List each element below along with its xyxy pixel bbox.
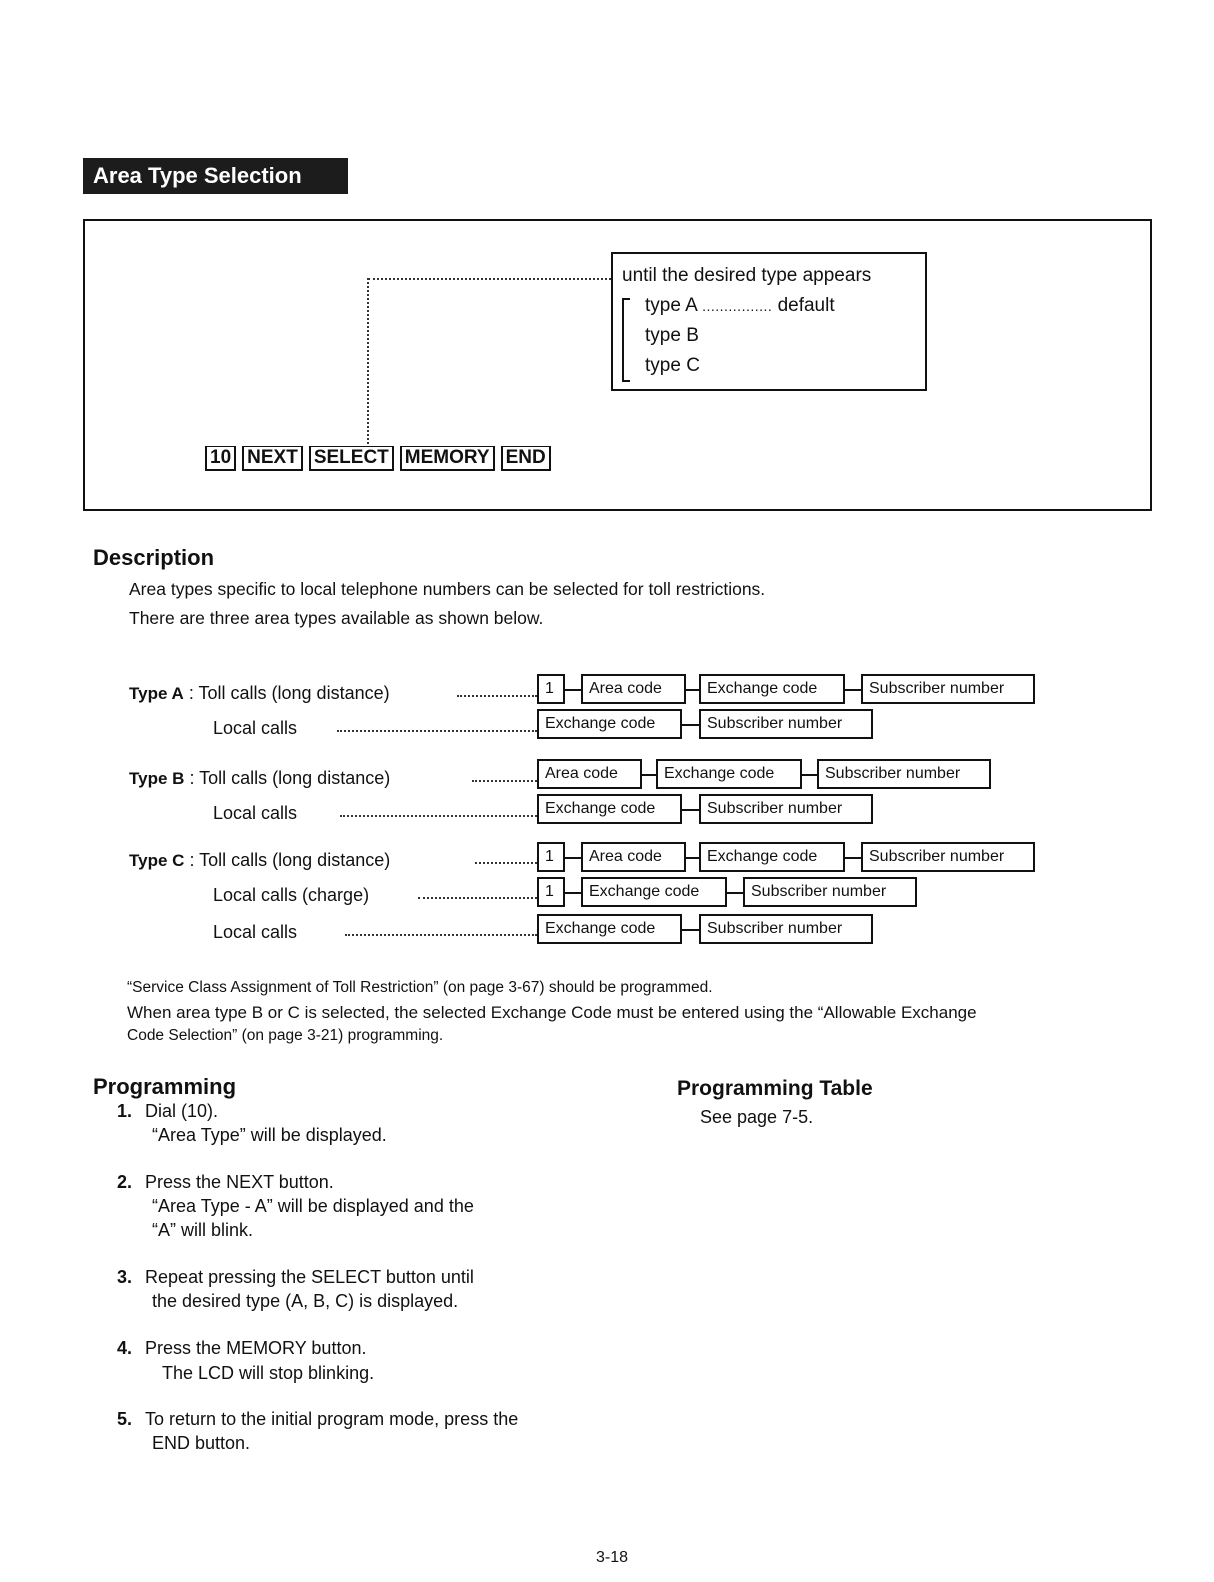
key-select: SELECT: [309, 446, 394, 471]
connector: [802, 774, 817, 776]
cell-exchange-code: Exchange code: [699, 842, 845, 872]
connector: [727, 892, 743, 894]
programming-table-heading: Programming Table: [677, 1077, 873, 1100]
cell-exchange-code: Exchange code: [581, 877, 727, 907]
cell-one: 1: [537, 877, 565, 907]
selection-box: [611, 252, 927, 391]
connector: [565, 892, 581, 894]
step-number: 4.: [117, 1338, 133, 1358]
step-1-detail: “Area Type” will be displayed.: [152, 1125, 387, 1145]
key-next: NEXT: [242, 446, 303, 471]
leader-b-local: [340, 815, 537, 817]
type-a-option: [645, 295, 835, 317]
type-b-option: type B: [645, 325, 699, 346]
type-a-default: default: [777, 295, 835, 316]
dotted-connector-horizontal: [368, 278, 611, 280]
type-c-toll-text: Toll calls (long distance): [199, 850, 391, 870]
cell-subscriber-number: Subscriber number: [699, 794, 873, 824]
step-text: To return to the initial program mode, press the: [145, 1409, 519, 1429]
type-b-colon: :: [189, 768, 195, 788]
note-line-2: When area type B or C is selected, the selected Exchange Code must be entered using the “Allowable Exchange: [127, 1003, 977, 1022]
step-text: Press the MEMORY button.: [145, 1338, 367, 1358]
selection-bracket: [622, 298, 630, 382]
key-memory: MEMORY: [400, 446, 495, 471]
cell-area-code: Area code: [581, 842, 686, 872]
step-3: [117, 1267, 474, 1288]
cell-one: 1: [537, 842, 565, 872]
cell-subscriber-number: Subscriber number: [699, 709, 873, 739]
step-5: [117, 1409, 518, 1430]
cell-subscriber-number: Subscriber number: [699, 914, 873, 944]
type-c-option: type C: [645, 355, 700, 376]
step-number: 2.: [117, 1172, 133, 1192]
connector: [686, 857, 699, 859]
type-b-local-label: Local calls: [213, 803, 298, 823]
note-line-1: “Service Class Assignment of Toll Restriction” (on page 3-67) should be programmed.: [127, 979, 713, 996]
connector: [682, 929, 699, 931]
cell-exchange-code: Exchange code: [537, 794, 682, 824]
type-c-local-charge-label: Local calls (charge): [213, 885, 370, 905]
type-a-name: Type A: [129, 684, 184, 703]
type-a-toll-label: [129, 683, 390, 704]
type-c-toll-label: [129, 850, 390, 871]
step-4: [117, 1338, 366, 1359]
programming-heading: Programming: [93, 1074, 237, 1099]
description-line-2: There are three area types available as shown below.: [129, 608, 544, 628]
step-4-detail: The LCD will stop blinking.: [162, 1363, 375, 1383]
cell-exchange-code: Exchange code: [537, 709, 682, 739]
connector: [682, 809, 699, 811]
note-line-3: Code Selection” (on page 3-21) programming.: [127, 1027, 444, 1044]
step-text: Press the NEXT button.: [145, 1172, 334, 1192]
cell-exchange-code: Exchange code: [537, 914, 682, 944]
step-5-detail: END button.: [152, 1433, 251, 1453]
key-end: END: [501, 446, 551, 471]
cell-subscriber-number: Subscriber number: [861, 674, 1035, 704]
step-text: Repeat pressing the SELECT button until: [145, 1267, 474, 1287]
type-c-name: Type C: [129, 851, 185, 870]
type-a-dots: ................: [702, 298, 773, 314]
cell-one: 1: [537, 674, 565, 704]
programming-table-text: See page 7-5.: [700, 1107, 814, 1127]
leader-c-toll: [475, 862, 537, 864]
leader-b-toll: [472, 780, 537, 782]
step-text: Dial (10).: [145, 1101, 219, 1121]
step-number: 3.: [117, 1267, 133, 1287]
connector: [682, 724, 699, 726]
step-2: [117, 1172, 334, 1193]
key-sequence: [205, 446, 557, 471]
connector: [686, 689, 699, 691]
type-a-label: type A: [645, 295, 697, 316]
cell-area-code: Area code: [581, 674, 686, 704]
connector: [845, 857, 861, 859]
cell-subscriber-number: Subscriber number: [817, 759, 991, 789]
cell-exchange-code: Exchange code: [656, 759, 802, 789]
description-heading: Description: [93, 545, 215, 570]
type-c-colon: :: [189, 850, 195, 870]
connector: [642, 774, 656, 776]
page-number: 3-18: [596, 1549, 629, 1566]
step-1: [117, 1101, 218, 1122]
step-number: 1.: [117, 1101, 133, 1121]
leader-a-toll: [457, 695, 537, 697]
description-line-1: Area types specific to local telephone numbers can be selected for toll restrictions.: [129, 579, 766, 599]
selection-prompt: until the desired type appears: [622, 265, 872, 286]
type-c-local-label: Local calls: [213, 922, 298, 942]
leader-c-local-charge: [418, 897, 537, 899]
cell-area-code: Area code: [537, 759, 642, 789]
type-b-name: Type B: [129, 769, 185, 788]
cell-subscriber-number: Subscriber number: [861, 842, 1035, 872]
connector: [565, 857, 581, 859]
leader-a-local: [337, 730, 537, 732]
key-10: 10: [205, 446, 236, 471]
leader-c-local: [345, 934, 537, 936]
connector: [565, 689, 581, 691]
step-3-detail: the desired type (A, B, C) is displayed.: [152, 1291, 459, 1311]
cell-exchange-code: Exchange code: [699, 674, 845, 704]
page-title: Area Type Selection: [83, 158, 348, 194]
cell-subscriber-number: Subscriber number: [743, 877, 917, 907]
step-2-detail-2: “A” will blink.: [152, 1220, 254, 1240]
dotted-connector-vertical: [367, 278, 369, 444]
step-number: 5.: [117, 1409, 133, 1429]
connector: [845, 689, 861, 691]
type-b-toll-label: [129, 768, 390, 789]
type-a-colon: :: [188, 683, 194, 703]
type-a-toll-text: Toll calls (long distance): [198, 683, 390, 703]
type-a-local-label: Local calls: [213, 718, 298, 738]
type-b-toll-text: Toll calls (long distance): [199, 768, 391, 788]
step-2-detail: “Area Type - A” will be displayed and the: [152, 1196, 474, 1216]
